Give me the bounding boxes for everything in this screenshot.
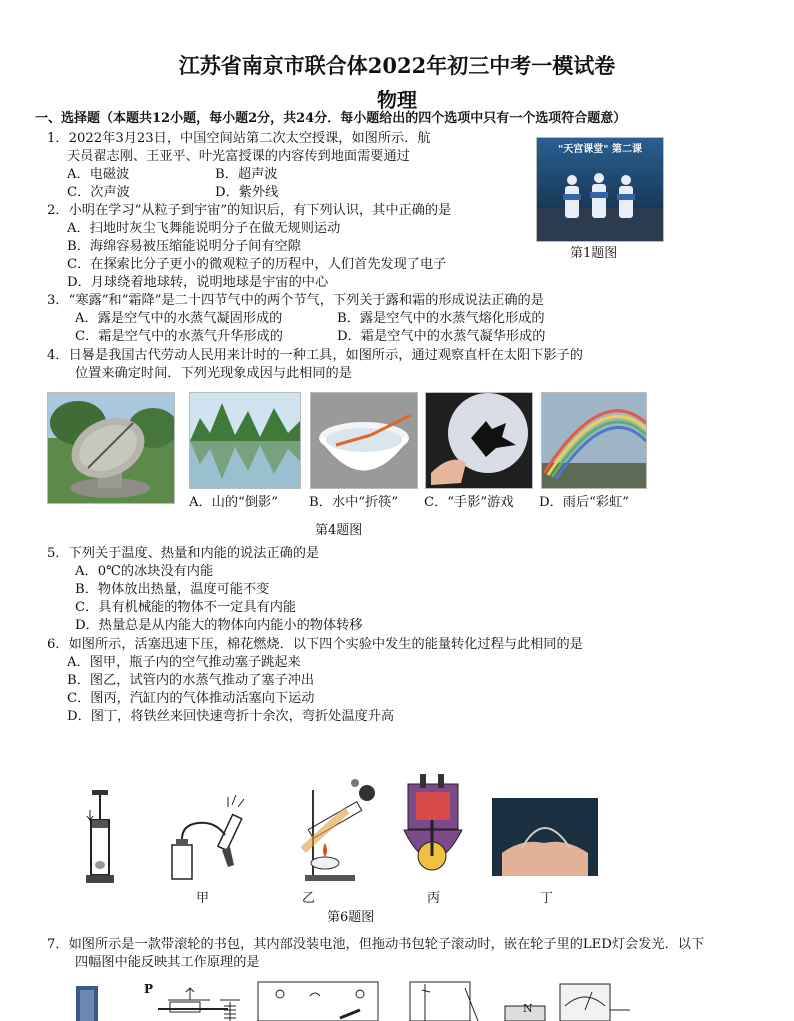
q4-chopstick-bowl-photo [310, 392, 418, 489]
q6-piston-cylinder-figure [80, 790, 120, 890]
q3-stem: 3．“寒露”和“霜降”是二十四节气中的两个节气，下列关于露和霜的形成说法正确的是 [47, 293, 544, 308]
q4-option-b: B．水中“折筷” [309, 495, 399, 510]
q2-option-c: C．在探索比分子更小的微观粒子的历程中，人们首先发现了电子 [67, 257, 447, 272]
q7-label-p: P [144, 982, 154, 996]
q6-label-ding: 丁 [540, 891, 554, 906]
q4-option-c: C．“手影”游戏 [424, 495, 514, 510]
q6-label-bing: 丙 [427, 891, 441, 906]
q6-label-yi: 乙 [302, 891, 316, 906]
section-heading: 一、选择题（本题共12小题，每小题2分，共24分．每小题给出的四个选项中只有一个选项符合题意） [35, 111, 627, 126]
q1-line2: 天员翟志刚、王亚平、叶光富授课的内容传到地面需要通过 [67, 149, 410, 164]
q1-option-b: B．超声波 [215, 167, 278, 182]
q1-option-c: C．次声波 [67, 185, 130, 200]
q6-option-d: D．图丁，将铁丝来回快速弯折十余次，弯折处温度升高 [67, 709, 395, 724]
q4-sundial-photo [47, 392, 175, 504]
q3-option-a: A．露是空气中的水蒸气凝固形成的 [75, 311, 283, 326]
q6-jia-bottle-figure [170, 795, 250, 885]
q2-stem: 2．小明在学习“从粒子到宇宙”的知识后，有下列认识，其中正确的是 [47, 203, 452, 218]
q4-line1: 4．日晷是我国古代劳动人民用来计时的一种工具，如图所示，通过观察直杆在太阳下影子的 [47, 348, 583, 363]
q6-option-a: A．图甲，瓶子内的空气推动塞子跳起来 [67, 655, 301, 670]
q6-option-c: C．图丙，汽缸内的气体推动活塞向下运动 [67, 691, 315, 706]
q7-line2: 四幅图中能反映其工作原理的是 [75, 955, 260, 970]
q1-option-a: A．电磁波 [67, 167, 130, 182]
q6-stem: 6．如图所示，活塞迅速下压，棉花燃烧．以下四个实验中发生的能量转化过程与此相同的是 [47, 637, 583, 652]
q5-option-b: B．物体放出热量，温度可能不变 [75, 582, 270, 597]
q4-hand-shadow-photo [425, 392, 533, 489]
q1-figure-caption: 第1题图 [570, 246, 618, 261]
q1-space-station-photo [536, 137, 664, 242]
q6-label-jia: 甲 [196, 891, 210, 906]
q7-figures-strip [70, 980, 770, 1021]
q7-label-n: N [523, 1002, 533, 1015]
q6-bing-engine-figure [400, 770, 465, 885]
q1-line1: 1．2022年3月23日，中国空间站第二次太空授课，如图所示．航 [47, 131, 431, 146]
q5-option-d: D．热量总是从内能大的物体向内能小的物体转移 [75, 618, 363, 633]
q2-option-a: A．扫地时灰尘飞舞能说明分子在做无规则运动 [67, 221, 341, 236]
q5-stem: 5．下列关于温度、热量和内能的说法正确的是 [47, 546, 320, 561]
q4-line2: 位置来确定时间．下列光现象成因与此相同的是 [75, 366, 352, 381]
q7-line1: 7．如图所示是一款带滚轮的书包，其内部没装电池，但拖动书包轮子滚动时，嵌在轮子里的LED灯会发光．以下 [47, 937, 705, 952]
q6-ding-wire-bending-figure [492, 798, 598, 876]
q6-yi-test-tube-figure [285, 775, 385, 890]
q6-option-b: B．图乙，试管内的水蒸气推动了塞子冲出 [67, 673, 315, 688]
q3-option-b: B．露是空气中的水蒸气熔化形成的 [337, 311, 545, 326]
exam-subject: 物理 [377, 88, 417, 112]
q4-option-d: D．雨后“彩虹” [539, 495, 629, 510]
q3-option-d: D．霜是空气中的水蒸气凝华形成的 [337, 329, 546, 344]
q3-option-c: C．霜是空气中的水蒸气升华形成的 [75, 329, 283, 344]
q4-option-a: A．山的“倒影” [189, 495, 278, 510]
q2-option-d: D．月球绕着地球转，说明地球是宇宙的中心 [67, 275, 329, 290]
q5-option-c: C．具有机械能的物体不一定具有内能 [75, 600, 297, 615]
q2-option-b: B．海绵容易被压缩能说明分子间有空隙 [67, 239, 301, 254]
q6-figure-caption: 第6题图 [327, 910, 375, 925]
q4-rainbow-photo [541, 392, 647, 489]
q5-option-a: A．0℃的冰块没有内能 [75, 564, 214, 579]
q4-mountain-reflection-photo [189, 392, 301, 489]
q1-photo-banner: "天宫课堂" 第二课 [558, 144, 642, 155]
q1-option-d: D．紫外线 [215, 185, 279, 200]
q4-figure-caption: 第4题图 [315, 523, 363, 538]
exam-title: 江苏省南京市联合体2022年初三中考一模试卷 [178, 53, 616, 78]
